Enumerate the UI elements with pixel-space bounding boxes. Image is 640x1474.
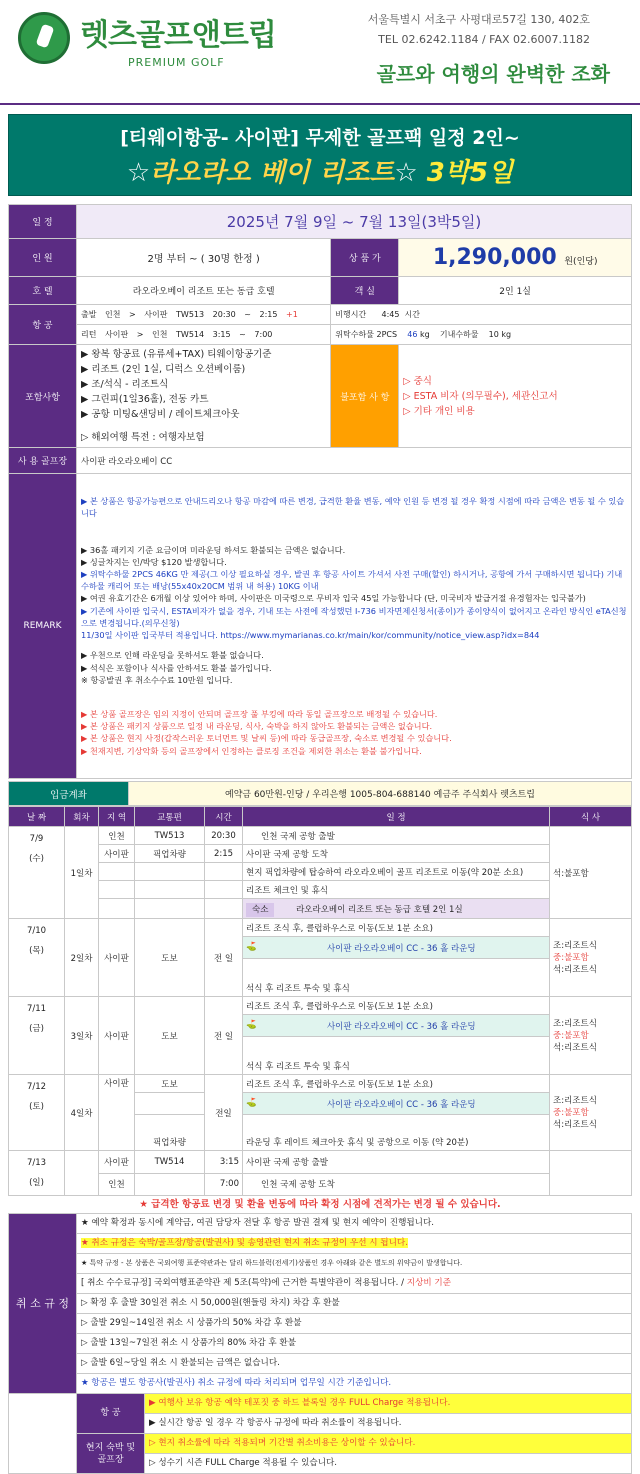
d3-s3: 석식 후 리조트 투숙 및 휴식 [243, 1037, 550, 1075]
d4-trans: 도보 [135, 1075, 205, 1093]
d5-s1: 사이판 국제 공항 출발 [243, 1151, 550, 1174]
deposit-value: 예약금 60만원-인당 / 우리은행 1005-804-688140 예금주 주식회사 렛츠트립 [129, 782, 632, 806]
ft: 4:45 [381, 310, 400, 319]
departure-flight [77, 305, 331, 325]
d2-meal [550, 919, 632, 997]
m: 중:불포함 [553, 952, 589, 963]
cancel-table [8, 1213, 632, 1474]
cancel-line: ▷ 출발 13일~7일전 취소 시 상품가의 80% 차감 후 환불 [77, 1334, 632, 1354]
brand-name: 렛츠골프앤트립 [80, 18, 276, 53]
tel: TEL 02.6242.1184 / FAX 02.6007.1182 [378, 33, 590, 46]
remark-line: ▶ 석식은 포함이나 식사를 안하셔도 환불 불가입니다. [81, 662, 272, 673]
remark-line: ▶ 싱글차지는 인/박당 $120 발생합니다. [81, 556, 227, 567]
remark-line: 11/30일 사이판 입국부터 적용입니다. https://www.mymarianas.co.kr/main/kor/community/notice_view.asp?idx=844 [81, 630, 540, 641]
th-meal: 식 사 [550, 807, 632, 827]
d2-day: 2일차 [65, 919, 99, 997]
hotel-label: 호 텔 [9, 277, 77, 305]
dep-5: 20:30 [212, 310, 236, 319]
ret-7: 7:00 [254, 330, 273, 339]
th-trans: 교통편 [135, 807, 205, 827]
ret-6: ~ [239, 330, 246, 339]
m: 석:리조트식 [553, 1042, 597, 1053]
d1-stay [243, 899, 550, 919]
price-cell [399, 239, 632, 277]
remark-line: ▶ 여권 유효기간은 6개월 이상 있어야 하며, 사이판은 미국령으로 무비자 입국 45일 가능합니다 (단, 미국비자 발급거절 유경험자는 입국불가) [81, 593, 586, 604]
cl: ★ 취소 규정은 숙박/골프장/항공(발권사) 및 송영관련 현지 취소 규정이 우선 시 됩니다. [81, 1238, 408, 1248]
incl-item: ▶ 리조트 (2인 1실, 디럭스 오션베이룸) [81, 364, 246, 375]
golf-flag-icon: ⛳ [246, 941, 257, 952]
m: 중:불포함 [553, 1030, 589, 1041]
m: 조:리조트식 [553, 1018, 597, 1029]
deposit-table [8, 781, 632, 806]
remark-list [77, 474, 632, 779]
remark-line: ▶ 본 상품은 현지 사정(갑작스러운 토너먼트 및 날씨 등)에 따라 동급골프장, 숙소로 변경될 수 있습니다. [81, 733, 452, 744]
pax: 2명 부터 ~ ( 30명 한정 ) [77, 239, 331, 277]
dep-3: 사이판 [144, 310, 168, 319]
th-day: 회차 [65, 807, 99, 827]
d2-golf [243, 937, 550, 959]
d2-s3: 석식 후 리조트 투숙 및 휴식 [243, 959, 550, 997]
th-time: 시간 [205, 807, 243, 827]
dep-1: 인천 [105, 310, 121, 319]
ft-unit: 시간 [404, 310, 421, 319]
d1-s1: 인천 국제 공항 출발 [243, 827, 550, 845]
cancel-label: 취 소 규 정 [9, 1214, 77, 1394]
trip-date: 2025년 7월 9일 ~ 7월 13일(3박5일) [77, 205, 632, 239]
price-unit: 원(인당) [564, 257, 598, 267]
golf: 사이판 라오라오베이 CC - 36 홀 라운딩 [326, 1021, 476, 1032]
ft-label: 비행시간 [335, 310, 367, 319]
d1-date [9, 827, 65, 919]
cancel-local-label: 현지 숙박 및 골프장 [77, 1434, 145, 1474]
stay-label: 숙소 [246, 903, 274, 917]
bag: 46 [407, 330, 418, 339]
cancel-line: ★ 예약 확정과 동시에 계약금, 여권 담당자 전달 후 항공 발권 결제 및 현지 예약이 진행됩니다. [77, 1214, 632, 1234]
d4-time: 전일 [205, 1075, 243, 1151]
d3-date [9, 997, 65, 1075]
remark-line: ※ 항공발권 후 취소수수료 10만원 입니다. [81, 674, 233, 685]
stay: 라오라오베이 리조트 또는 동급 호텔 2인 1실 [296, 904, 463, 915]
d1-s3: 현지 픽업차량에 탑승하여 라오라오베이 골프 리조트로 이동(약 20분 소요) [243, 863, 550, 881]
ret-0: 리턴 [81, 330, 97, 339]
d5-d: 7/13 [26, 1158, 47, 1168]
course: 사이판 라오라오베이 CC [77, 448, 632, 474]
incl-item: ▷ 해외여행 특전 : 여행자보험 [81, 432, 205, 443]
cancel-air: ▶ 여행사 보유 항공 예약 테포짓 중 하드 블록일 경우 FULL Charge 적용됩니다. [145, 1394, 632, 1414]
th-plan: 일 정 [243, 807, 550, 827]
ret-4: TW514 [176, 330, 205, 339]
ret-1: 사이판 [105, 330, 129, 339]
remark-line: ▶ 본 상품은 항공가능편으로 안내드리오나 항공 마감에 따른 변경, 급격한 환율 변동, 예약 인원 등 변경 될 경우 확정 시점에 따라 금액은 변동 될 수 있습니다 [81, 496, 625, 519]
title-banner [8, 114, 632, 196]
d5-r2: 인천 [99, 1173, 135, 1196]
d4-date [9, 1075, 65, 1151]
th-region: 지 역 [99, 807, 135, 827]
incl-item: ▶ 공항 미팅&샌딩비 / 레이트체크아웃 [81, 409, 240, 420]
schedule-table [8, 806, 632, 1196]
star-icon: ☆ [394, 158, 418, 188]
cancel-line: ★ 특약 규정 - 본 상품은 국외여행 표준약관과는 달리 하드블럭(전세기)상품인 경우 아래와 같은 별도의 위약금이 발생합니다. [77, 1254, 632, 1274]
brand-sub: PREMIUM GOLF [128, 56, 225, 69]
cancel-line [77, 1234, 632, 1254]
d3-region: 사이판 [99, 997, 135, 1075]
d3-time: 전 일 [205, 997, 243, 1075]
remark-label: REMARK [9, 474, 77, 779]
d5-h2: 7:00 [205, 1173, 243, 1196]
pax-label: 인 원 [9, 239, 77, 277]
d2-time: 전 일 [205, 919, 243, 997]
excl-item: ▷ 기타 개인 비용 [403, 405, 475, 417]
cancel-local: ▷ 성수기 시즌 FULL Charge 적용될 수 있습니다. [145, 1454, 632, 1474]
cancel-line: ▷ 확정 후 출발 30일전 취소 시 50,000원(핸들링 차지) 차감 후 환불 [77, 1294, 632, 1314]
d3-trans: 도보 [135, 997, 205, 1075]
remark-line: ▶ 본 상품은 패키지 상품으로 일정 내 라운딩, 식사, 숙박을 하지 않아도 환불되는 금액은 없습니다. [81, 721, 433, 732]
golf: 사이판 라오라오베이 CC - 36 홀 라운딩 [326, 943, 476, 954]
d1-h2: 2:15 [205, 845, 243, 863]
resort-name: 라오라오 베이 리조트 [150, 158, 395, 188]
remark-line: ▶ 36홀 패키지 기준 요금이며 미라운딩 하셔도 환불되는 금액은 없습니다. [81, 544, 346, 555]
incl-item: ▶ 왕복 항공료 (유류세+TAX) 티웨이항공기준 [81, 349, 272, 360]
deposit-label: 입금계좌 [9, 782, 129, 806]
d2-d: 7/10 [26, 926, 47, 936]
d2-w: (목) [29, 946, 44, 956]
cl-special: 지상비 기준 [406, 1278, 452, 1288]
fare-notice: ★ 급격한 항공료 변경 및 환율 변동에 따라 확정 시점에 견적가는 변경 될 수 있습니다. [139, 1199, 501, 1210]
dep-0: 출발 [81, 310, 97, 319]
flight-time [331, 305, 632, 325]
cancel-line [77, 1274, 632, 1294]
bag-unit: kg [419, 330, 430, 339]
d4-w: (토) [29, 1102, 44, 1112]
golf-flag-icon: ⛳ [246, 1019, 257, 1030]
remark-line: ▶ 우천으로 인해 라운딩을 못하셔도 환불 없습니다. [81, 650, 264, 661]
dep-8: +1 [286, 310, 298, 319]
cancel-air-label: 항 공 [77, 1394, 145, 1434]
d1-t2: 픽업차량 [135, 845, 205, 863]
dep-7: 2:15 [259, 310, 278, 319]
d1-s4: 리조트 체크인 및 휴식 [243, 881, 550, 899]
hotel: 라오라오베이 리조트 또는 동급 호텔 [77, 277, 331, 305]
room-label: 객 실 [331, 277, 399, 305]
d3-w: (금) [29, 1024, 44, 1034]
bag-label: 위탁수하물 2PCS [335, 330, 398, 339]
d4-day: 4일차 [65, 1075, 99, 1151]
d5-h1: 3:15 [205, 1151, 243, 1174]
star-icon: ☆ [126, 158, 151, 188]
d4-golf [243, 1093, 550, 1115]
dep-2: > [129, 310, 136, 319]
course-label: 사 용 골프장 [9, 448, 77, 474]
m: 조:리조트식 [553, 940, 597, 951]
remark-line: ▶ 천재지변, 기상악화 등의 골프장에서 인정하는 클로징 조건을 제외한 취소는 환불 불가입니다. [81, 745, 422, 756]
d1-r2: 사이판 [99, 845, 135, 863]
d3-day: 3일차 [65, 997, 99, 1075]
d5-r1: 사이판 [99, 1151, 135, 1174]
d3-golf [243, 1015, 550, 1037]
excl-item: ▷ 중식 [403, 375, 432, 387]
th-date: 날 짜 [9, 807, 65, 827]
incl-item: ▶ 그린피(1일36홀), 전동 카트 [81, 394, 209, 405]
nights: 3박5일 [426, 158, 514, 188]
d5-w: (일) [29, 1178, 44, 1188]
cancel-air: ▶ 실시간 항공 일 경우 각 항공사 규정에 따라 취소률이 적용됩니다. [145, 1414, 632, 1434]
dep-4: TW513 [176, 310, 205, 319]
dep-6: ~ [244, 310, 251, 319]
cancel-line: ▷ 출발 6일~당일 취소 시 환불되는 금액은 없습니다. [77, 1354, 632, 1374]
m: 석:리조트식 [553, 964, 597, 975]
d1-r1: 인천 [99, 827, 135, 845]
d4-region: 사이판 [99, 1075, 135, 1151]
d1-s2: 사이판 국제 공항 도착 [243, 845, 550, 863]
golf-logo-icon [18, 12, 70, 64]
title-line1: [티웨이항공- 사이판] 무제한 골프팩 일정 2인~ [120, 127, 520, 149]
carry-label: 기내수하물 [439, 330, 479, 339]
d4-meal [550, 1075, 632, 1151]
golf-flag-icon: ⛳ [246, 1097, 257, 1108]
d1-meal: 석:불포함 [550, 827, 632, 919]
included-list [77, 345, 331, 448]
cl: [ 취소 수수료규정] 국외여행표준약관 제 5조(특약)에 근거한 특별약관이 적용됩니다. / [81, 1278, 407, 1288]
price-label: 상 품 가 [331, 239, 399, 277]
d5-s2: 인천 국제 공항 도착 [243, 1173, 550, 1196]
d4-trans2: 픽업차량 [135, 1115, 205, 1151]
room: 2인 1실 [399, 277, 632, 305]
cancel-line: ★ 항공은 별도 항공사(발권사) 취소 규정에 따라 처리되며 업무일 시간 기준입니다. [77, 1374, 632, 1394]
ret-3: 인천 [152, 330, 168, 339]
d2-s1: 리조트 조식 후, 클럽하우스로 이동(도보 1분 소요) [243, 919, 550, 937]
m: 석:리조트식 [553, 1119, 597, 1130]
baggage [331, 325, 632, 345]
remark-line: ▶ 기존에 사이판 입국시, ESTA비자가 없을 경우, 기내 또는 사전에 작성했던 I-736 비자면제신청서(종이)가 종이양식이 없어지고 온라인 방식인 eTA신청으로 변경됩니다.(의무신청) [81, 605, 627, 628]
slogan: 골프와 여행의 완벽한 조화 [376, 62, 610, 86]
d2-date [9, 919, 65, 997]
d1-d: 7/9 [29, 834, 44, 844]
carry: 10 kg [488, 330, 512, 339]
d3-d: 7/11 [26, 1004, 47, 1014]
golf: 사이판 라오라오베이 CC - 36 홀 라운딩 [326, 1099, 476, 1110]
address: 서울특별시 서초구 사평대로57길 130, 402호 [367, 13, 590, 26]
excl-item: ▷ ESTA 비자 (의무필수), 세관신고서 [403, 390, 558, 402]
incl-label: 포함사항 [9, 345, 77, 448]
d4-d: 7/12 [26, 1082, 47, 1092]
ret-2: > [136, 330, 144, 339]
d5-date [9, 1151, 65, 1196]
m: 중:불포함 [553, 1107, 589, 1118]
price: 1,290,000 [432, 245, 557, 270]
d4-s1: 리조트 조식 후, 클럽하우스로 이동(도보 1분 소요) [243, 1075, 550, 1093]
incl-item: ▶ 조/석식 - 리조트식 [81, 379, 169, 390]
info-table [8, 204, 632, 779]
remark-line: ▶ 위탁수하물 2PCS 46KG 만 제공(그 이상 필요하실 경우, 발권 후 항공 사이트 가셔서 사전 구매(할인) 하시거나, 공항에 가서 구매하시면 됩니다) 기내수하물 캐리어 또는 배낭(55x40x20CM 범위 내 허용) 10KG 이내 [81, 569, 623, 592]
excl-label: 불포함 사 항 [331, 345, 399, 448]
return-flight [77, 325, 331, 345]
date-label: 일 정 [9, 205, 77, 239]
remark-line: ▶ 본 상품 골프장은 임의 지정이 안되며 골프장 풀 부킹에 따라 동일 골프장으로 배정될 수 있습니다. [81, 708, 438, 719]
d1-h1: 20:30 [205, 827, 243, 845]
d3-meal [550, 997, 632, 1075]
air-label: 항 공 [9, 305, 77, 345]
m: 조:리조트식 [553, 1095, 597, 1106]
d1-w: (수) [29, 854, 44, 864]
d2-trans: 도보 [135, 919, 205, 997]
cancel-line: ▷ 출발 29일~14일전 취소 시 상품가의 50% 차감 후 환불 [77, 1314, 632, 1334]
title-line2 [9, 152, 631, 189]
d1-t1: TW513 [135, 827, 205, 845]
ret-5: 3:15 [212, 330, 231, 339]
d2-region: 사이판 [99, 919, 135, 997]
d4-s3: 라운딩 후 레이트 체크아웃 휴식 및 공항으로 이동 (약 20분) [243, 1115, 550, 1151]
cancel-local: ▷ 현지 취소률에 따라 적용되며 기간별 취소비용은 상이할 수 있습니다. [145, 1434, 632, 1454]
d5-trans: TW514 [135, 1151, 205, 1174]
d3-s1: 리조트 조식 후, 클럽하우스로 이동(도보 1분 소요) [243, 997, 550, 1015]
excluded-list [399, 345, 632, 448]
d1-day: 1일차 [65, 827, 99, 919]
contact-info [368, 10, 590, 50]
header [0, 0, 640, 105]
